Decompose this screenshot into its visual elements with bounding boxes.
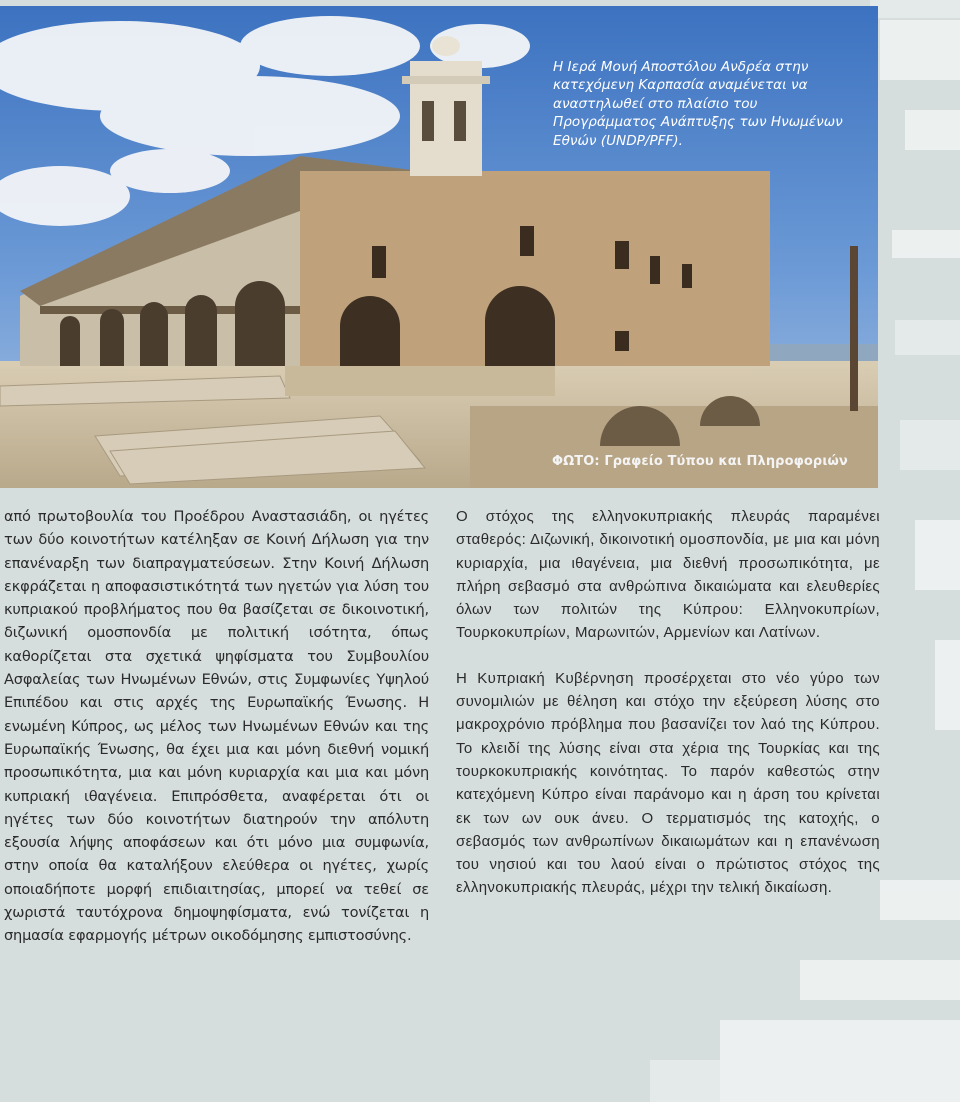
photo-credit: ΦΩΤΟ: Γραφείο Τύπου και Πληροφοριών	[552, 454, 848, 469]
left-column	[4, 505, 429, 970]
photo-caption: Η Ιερά Μονή Αποστόλου Ανδρέα στην κατεχόμενη Καρπασία αναμένεται να αναστηλωθεί στο πλαίσιο του Προγράμματος Ανάπτυξης των Ηνωμένων Εθνών (UNDP/PFF).	[553, 59, 843, 149]
right-paragraph-1: Ο στόχος της ελληνοκυπριακής πλευράς παραμένει σταθερός: Διζωνική, δικοινοτική ομοσπονδία, με μια και μόνη κυριαρχία, μια ιθαγένεια, μια διεθνή προσωπικότητα, με πλήρη σεβασμό στα ανθρώπινα δικαιώματα και ελευθερίες όλων των πολιτών της Κύπρου: Ελληνοκυπρίων, Τουρκοκυπρίων, Μαρωνιτών, Αρμενίων και Λατίνων.	[456, 508, 880, 642]
monastery-photo	[0, 6, 878, 488]
right-column	[456, 505, 880, 922]
right-paragraph-2: Η Κυπριακή Κυβέρνηση προσέρχεται στο νέο γύρο των συνομιλιών με θέληση και στόχο την εξεύρεση λύσης στο μακροχρόνιο πρόβλημα που βασανίζει τον λαό της Κύπρου. Το κλειδί της λύσης είναι στα χέρια της Τουρκίας και της τουρκοκυπριακής κοινότητας. Το παρόν καθεστώς στην κατεχόμενη Κύπρο είναι παράνομο και η άρση του κρίνεται εκ των ων ουκ άνευ. Ο τερματισμός της κατοχής, ο σεβασμός των ανθρωπίνων δικαιωμάτων και η επανένωση του νησιού και του λαού είναι ο πρώτιστος στόχος της ελληνοκυπριακής πλευράς, μέχρι την τελική δικαίωση.	[456, 669, 880, 897]
left-paragraph: από πρωτοβουλία του Προέδρου Αναστασιάδη, οι ηγέτες των δύο κοινοτήτων κατέληξαν σε Κοινή Δήλωση για την επανέναρξη των διαπραγματεύσεων. Στην Κοινή Δήλωση εκφράζεται η αποφασιστικότητά των ηγετών για λύση του κυπριακού προβλήματος που θα βασίζεται σε δικοινοτική, διζωνική ομοσπονδία με πολιτική ισότητα, όπως καθορίζεται στα σχετικά ψηφίσματα του Συμβουλίου Ασφαλείας των Ηνωμένων Εθνών, στις Συμφωνίες Υψηλού Επιπέδου και στις αρχές της Ευρωπαϊκής Ένωσης. Η ενωμένη Κύπρος, ως μέλος των Ηνωμένων Εθνών και της Ευρωπαϊκής Ένωσης, θα έχει μια και μόνη διεθνή νομική προσωπικότητα, μια και μόνη κυριαρχία και μια και μόνη κυπριακή ιθαγένεια. Επιπρόσθετα, αναφέρεται ότι οι ηγέτες των δύο κοινοτήτων διατηρούν την απόλυτη εξουσία λήψης αποφάσεων και ότι μόνο μια συμφωνία, στην οποία θα καταλήξουν ελεύθερα οι ηγέτες, χωρίς οποιαδήποτε μορφή επιδιαιτησίας, μπορεί να τεθεί σε χωριστά ταυτόχρονα δημοψηφίσματα, ενώ τονίζεται η σημασία εφαρμογής μέτρων οικοδόμησης εμπιστοσύνης.	[4, 508, 429, 945]
